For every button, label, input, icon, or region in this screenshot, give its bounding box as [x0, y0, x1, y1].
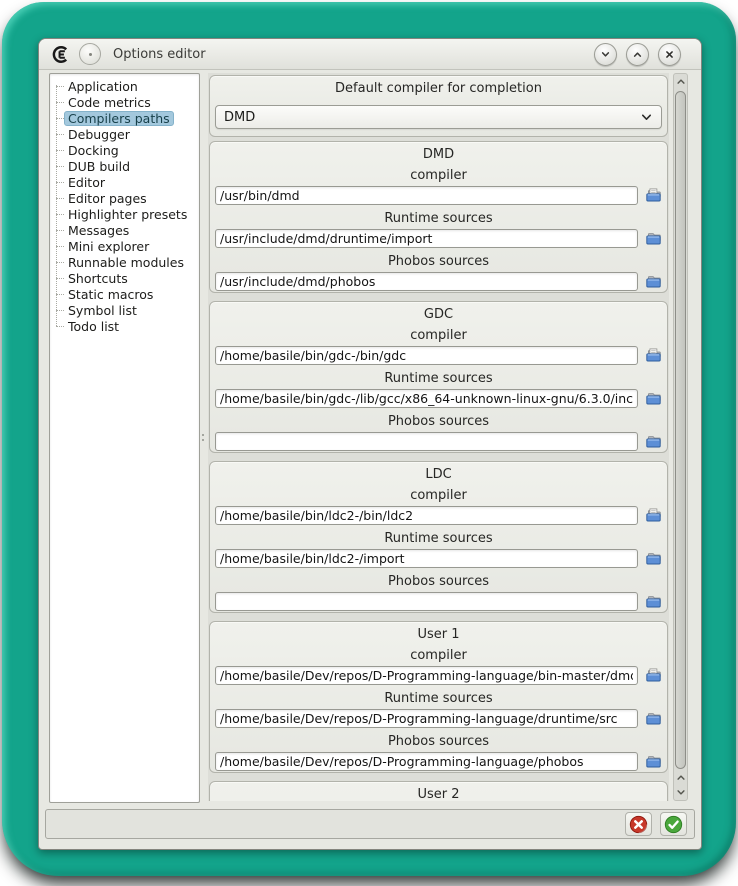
scrollbar-thumb[interactable] [675, 91, 686, 769]
shade-button[interactable] [594, 43, 617, 66]
field-label: Runtime sources [384, 531, 493, 546]
sidebar-item-docking[interactable] [50, 142, 199, 158]
scroll-up-button-bottom[interactable] [674, 770, 687, 785]
field-row [210, 548, 667, 569]
selected-compiler: DMD [224, 109, 256, 125]
compiler-group-user-2 [209, 781, 668, 801]
field-row [210, 185, 667, 206]
sidebar-item-label: Mini explorer [68, 238, 150, 254]
close-icon [663, 48, 676, 61]
field-row [210, 271, 667, 292]
sidebar-item-label: Docking [68, 142, 119, 158]
group-title: Default compiler for completion [335, 81, 542, 96]
ldc-phobos-sources-input[interactable] [215, 592, 638, 611]
sidebar-item-label: Highlighter presets [68, 206, 188, 222]
sidebar-item-debugger[interactable] [50, 126, 199, 142]
sidebar-item-mini-explorer[interactable] [50, 238, 199, 254]
chevron-down-icon [599, 48, 612, 61]
open-file-icon[interactable] [643, 666, 663, 686]
compiler-group-user-1 [209, 621, 668, 773]
group-title: LDC [425, 467, 452, 482]
options-editor-window [38, 38, 702, 850]
sidebar-item-label: Editor [68, 174, 105, 190]
sidebar-item-label: Compilers paths [64, 111, 174, 126]
group-title: GDC [423, 307, 454, 322]
field-label: Phobos sources [387, 574, 490, 589]
field-label: Phobos sources [387, 414, 490, 429]
sidebar-item-messages[interactable] [50, 222, 199, 238]
field-label: compiler [410, 488, 467, 503]
open-folder-icon[interactable] [643, 549, 663, 569]
compiler-group-gdc [209, 301, 668, 453]
field-row [210, 751, 667, 772]
open-folder-icon[interactable] [643, 389, 663, 409]
scrollbar-track[interactable] [674, 89, 687, 770]
open-file-icon[interactable] [643, 506, 663, 526]
unshade-button[interactable] [626, 43, 649, 66]
field-label: Runtime sources [384, 691, 493, 706]
category-tree [49, 73, 200, 803]
open-folder-icon[interactable] [643, 432, 663, 452]
sidebar-item-label: Todo list [68, 318, 120, 334]
sidebar-item-dub-build[interactable] [50, 158, 199, 174]
sidebar-item-label: Application [68, 78, 138, 94]
sidebar-item-static-macros[interactable] [50, 286, 199, 302]
desktop-background [2, 2, 736, 876]
window-title: Options editor [113, 46, 206, 62]
sidebar-item-label: Editor pages [68, 190, 147, 206]
accept-button[interactable] [660, 812, 687, 836]
field-label: Runtime sources [384, 211, 493, 226]
gdc-phobos-sources-input[interactable] [215, 432, 638, 451]
sidebar-item-editor-pages[interactable] [50, 190, 199, 206]
sidebar-item-todo-list[interactable] [50, 318, 199, 334]
sidebar-item-code-metrics[interactable] [50, 94, 199, 110]
open-file-icon[interactable] [643, 186, 663, 206]
sidebar-item-highlighter-presets[interactable] [50, 206, 199, 222]
field-row [210, 505, 667, 526]
field-row [210, 431, 667, 452]
open-folder-icon[interactable] [643, 709, 663, 729]
field-row [210, 708, 667, 729]
open-folder-icon[interactable] [643, 272, 663, 292]
dmd-phobos-sources-input[interactable] [215, 272, 638, 291]
close-button[interactable] [658, 43, 681, 66]
sidebar-item-label: Debugger [68, 126, 130, 142]
gdc-runtime-sources-input[interactable] [215, 389, 638, 408]
compiler-group-ldc [209, 461, 668, 613]
field-label: compiler [410, 648, 467, 663]
sidebar-item-shortcuts[interactable] [50, 270, 199, 286]
field-label: compiler [410, 168, 467, 183]
accept-icon [664, 815, 683, 834]
field-label: Phobos sources [387, 734, 490, 749]
ldc-runtime-sources-input[interactable] [215, 549, 638, 568]
field-row [210, 591, 667, 612]
user-1-compiler-input[interactable] [215, 666, 638, 685]
sidebar-item-runnable-modules[interactable] [50, 254, 199, 270]
sidebar-item-compilers-paths[interactable] [50, 110, 199, 126]
field-label: compiler [410, 328, 467, 343]
user-1-phobos-sources-input[interactable] [215, 752, 638, 771]
dmd-runtime-sources-input[interactable] [215, 229, 638, 248]
vertical-scrollbar[interactable] [673, 73, 688, 801]
sidebar-item-symbol-list[interactable] [50, 302, 199, 318]
sidebar-item-label: Runnable modules [68, 254, 184, 270]
default-compiler-group [209, 75, 668, 137]
cancel-icon [629, 815, 648, 834]
cancel-button[interactable] [625, 812, 652, 836]
scroll-up-button[interactable] [674, 74, 687, 89]
category-tree-list [50, 74, 199, 334]
titlebar[interactable] [39, 39, 701, 70]
chevron-down-icon [640, 111, 653, 124]
open-folder-icon[interactable] [643, 229, 663, 249]
sidebar-item-label: Messages [68, 222, 130, 238]
app-logo-icon [50, 44, 70, 64]
gdc-compiler-input[interactable] [215, 346, 638, 365]
group-title: DMD [422, 147, 455, 162]
ldc-compiler-input[interactable] [215, 506, 638, 525]
open-file-icon[interactable] [643, 346, 663, 366]
compiler-group-dmd [209, 141, 668, 293]
options-panel [208, 73, 669, 801]
window-controls [594, 43, 681, 66]
open-folder-icon[interactable] [643, 592, 663, 612]
chevron-up-icon [676, 773, 686, 782]
field-label: Runtime sources [384, 371, 493, 386]
chevron-up-icon [676, 77, 686, 86]
chevron-down-icon [676, 788, 686, 797]
field-row [210, 665, 667, 686]
default-compiler-select[interactable] [215, 105, 662, 129]
compiler-groups [208, 141, 669, 801]
splitter-handle[interactable] [198, 73, 208, 801]
sidebar-item-label: Symbol list [68, 302, 137, 318]
field-label: Phobos sources [387, 254, 490, 269]
window-menu-button[interactable] [79, 43, 101, 65]
open-folder-icon[interactable] [643, 752, 663, 772]
sidebar-item-label: DUB build [68, 158, 131, 174]
statusbar [45, 809, 695, 839]
sidebar-item-label: Shortcuts [68, 270, 128, 286]
sidebar-item-editor[interactable] [50, 174, 199, 190]
field-row [210, 228, 667, 249]
group-title: User 2 [417, 787, 460, 801]
user-1-runtime-sources-input[interactable] [215, 709, 638, 728]
field-row [210, 345, 667, 366]
sidebar-item-label: Static macros [68, 286, 154, 302]
sidebar-item-application[interactable] [50, 78, 199, 94]
chevron-up-icon [631, 48, 644, 61]
group-title: User 1 [417, 627, 460, 642]
field-row [210, 388, 667, 409]
scroll-down-button[interactable] [674, 785, 687, 800]
sidebar-item-label: Code metrics [68, 94, 151, 110]
dmd-compiler-input[interactable] [215, 186, 638, 205]
